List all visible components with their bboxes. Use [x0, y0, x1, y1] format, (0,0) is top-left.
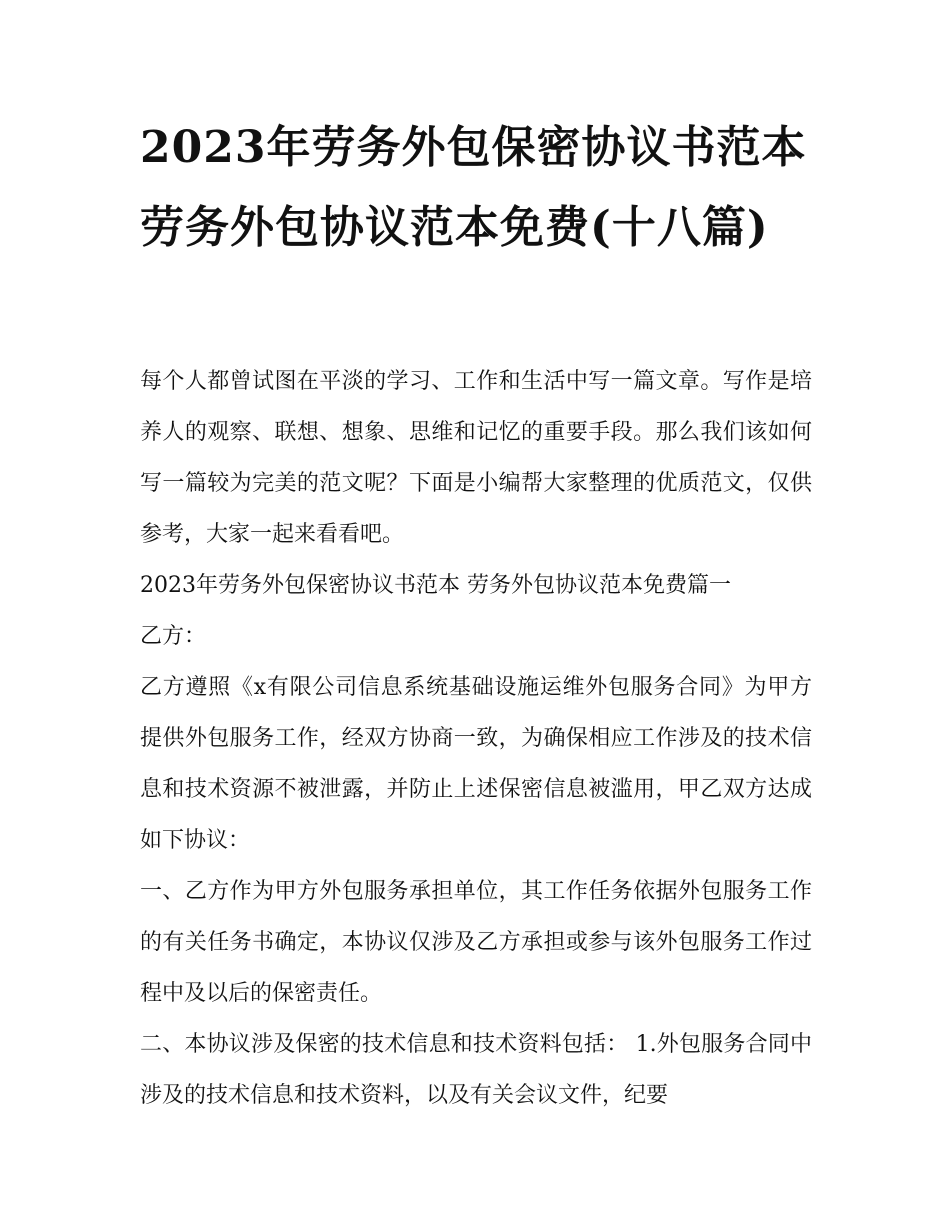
clause-one: 一、乙方作为甲方外包服务承担单位，其工作任务依据外包服务工作的有关任务书确定，本协议仅涉及乙方承担或参与该外包服务工作过程中及以后的保密责任。	[140, 879, 812, 1006]
agreement-preamble: 乙方遵照《x有限公司信息系统基础设施运维外包服务合同》为甲方提供外包服务工作，经双方协商一致，为确保相应工作涉及的技术信息和技术资源不被泄露，并防止上述保密信息被滥用，甲乙双方达成如下协议：	[140, 675, 812, 853]
document-body	[140, 356, 812, 1121]
party-b-label: 乙方：	[140, 624, 207, 649]
intro-paragraph: 每个人都曾试图在平淡的学习、工作和生活中写一篇文章。写作是培养人的观察、联想、想象、思维和记忆的重要手段。那么我们该如何写一篇较为完美的范文呢？下面是小编帮大家整理的优质范文，仅供参考，大家一起来看看吧。	[140, 369, 812, 547]
document-title: 2023年劳务外包保密协议书范本 劳务外包协议范本免费(十八篇)	[140, 122, 807, 253]
clause-two: 二、本协议涉及保密的技术信息和技术资料包括： 1.外包服务合同中涉及的技术信息和技术资料，以及有关会议文件，纪要	[140, 1032, 812, 1108]
section-heading: 2023年劳务外包保密协议书范本 劳务外包协议范本免费篇一	[140, 573, 731, 598]
